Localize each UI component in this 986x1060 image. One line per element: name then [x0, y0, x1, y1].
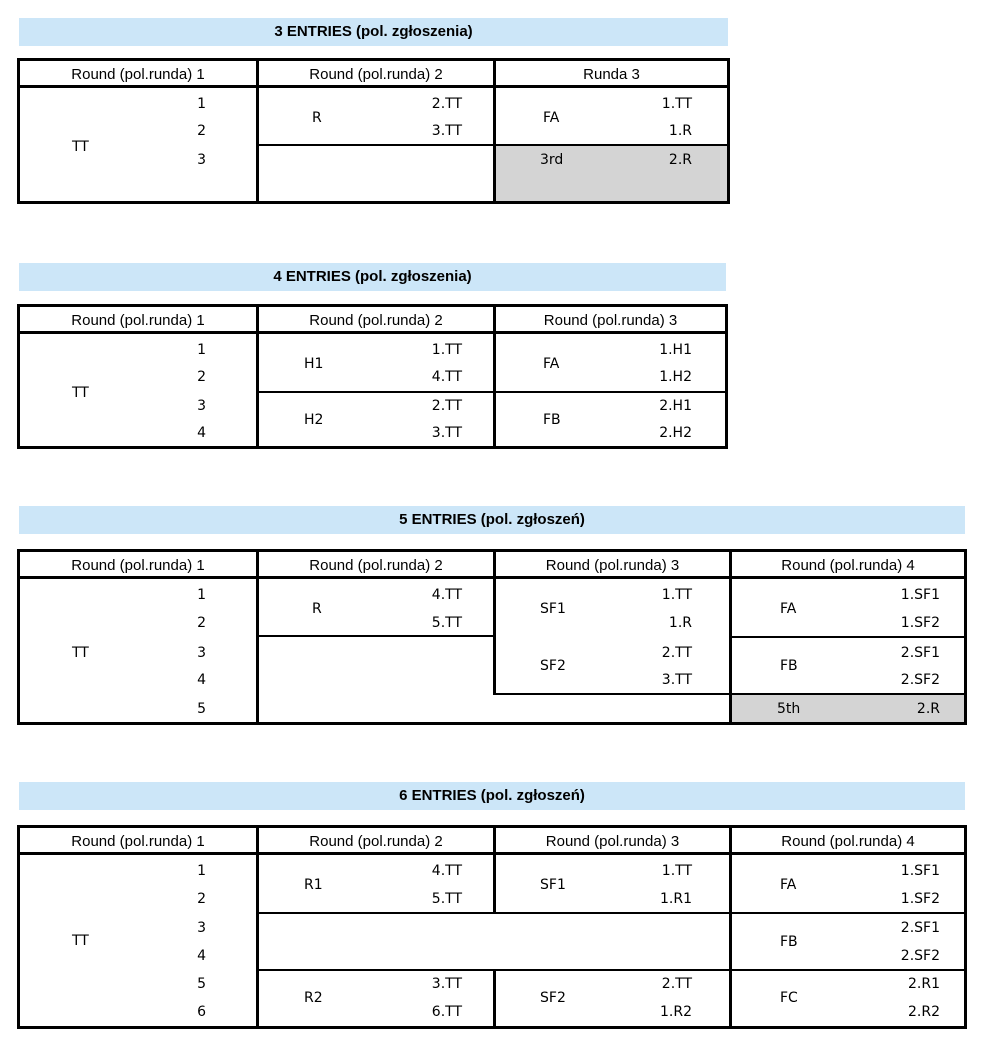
match-slot: 1.R2 — [660, 1004, 692, 1020]
match-name: SF2 — [540, 658, 566, 674]
header-round-2: Round (pol.runda) 2 — [259, 828, 493, 855]
match-slot: 1.TT — [431, 342, 462, 358]
match-slot: 2.SF1 — [900, 645, 940, 661]
header-round-2: Round (pol.runda) 2 — [259, 307, 493, 334]
match-slot: 1.SF2 — [900, 615, 940, 631]
match-name: FB — [543, 412, 561, 428]
match-name: FA — [543, 356, 560, 372]
match-name: R1 — [304, 877, 323, 893]
match-name: R — [312, 601, 322, 617]
header-round-3: Round (pol.runda) 3 — [496, 828, 729, 855]
seed-6: 6 — [197, 1004, 206, 1020]
match-slot: 1.SF1 — [900, 863, 940, 879]
seed-3: 3 — [197, 645, 206, 661]
match-name: H2 — [304, 412, 324, 428]
match-slot: 1.TT — [661, 863, 692, 879]
seed-5: 5 — [197, 976, 206, 992]
header-round-4: Round (pol.runda) 4 — [732, 828, 964, 855]
match-slot: 1.SF2 — [900, 891, 940, 907]
match-slot: 2.TT — [661, 645, 692, 661]
match-slot: 2.H1 — [659, 398, 692, 414]
match-slot: 5.TT — [431, 891, 462, 907]
seed-3: 3 — [197, 920, 206, 936]
seed-2: 2 — [197, 369, 206, 385]
match-slot: 2.H2 — [659, 425, 692, 441]
placement-slot: 2.R — [668, 152, 692, 168]
match-slot: 2.R1 — [908, 976, 940, 992]
match-slot: 1.TT — [661, 587, 692, 603]
seed-4: 4 — [197, 672, 206, 688]
match-slot: 2.R2 — [908, 1004, 940, 1020]
match-slot: 1.H2 — [659, 369, 692, 385]
match-name: H1 — [304, 356, 324, 372]
header-round-2: Round (pol.runda) 2 — [259, 552, 493, 579]
match-name: SF1 — [540, 877, 566, 893]
match-slot: 3.TT — [431, 123, 462, 139]
match-slot: 2.SF2 — [900, 672, 940, 688]
placement-name: 5th — [777, 701, 801, 717]
match-slot: 4.TT — [431, 369, 462, 385]
seed-2: 2 — [197, 891, 206, 907]
header-round-3: Round (pol.runda) 3 — [496, 552, 729, 579]
seed-5: 5 — [197, 701, 206, 717]
match-slot: 1.H1 — [659, 342, 692, 358]
section-title-6-entries: 6 ENTRIES (pol. zgłoszeń) — [19, 782, 965, 810]
match-name: SF2 — [540, 990, 566, 1006]
bracket-table-5-entries — [17, 549, 967, 725]
bracket-table-3-entries — [17, 58, 730, 204]
header-round-3: Runda 3 — [496, 61, 727, 88]
match-name: R2 — [304, 990, 323, 1006]
header-round-1: Round (pol.runda) 1 — [20, 552, 256, 579]
match-slot: 2.TT — [431, 96, 462, 112]
match-slot: 1.R1 — [660, 891, 692, 907]
header-round-2: Round (pol.runda) 2 — [259, 61, 493, 88]
section-title-4-entries: 4 ENTRIES (pol. zgłoszenia) — [19, 263, 726, 291]
seed-4: 4 — [197, 425, 206, 441]
seed-3: 3 — [197, 398, 206, 414]
header-round-1: Round (pol.runda) 1 — [20, 61, 256, 88]
match-slot: 3.TT — [431, 425, 462, 441]
placement-slot: 2.R — [916, 701, 940, 717]
seed-2: 2 — [197, 123, 206, 139]
bracket-table-6-entries — [17, 825, 967, 1029]
seed-4: 4 — [197, 948, 206, 964]
match-name: FA — [780, 877, 797, 893]
match-slot: 2.SF1 — [900, 920, 940, 936]
match-name: SF1 — [540, 601, 566, 617]
seed-1: 1 — [197, 863, 206, 879]
seed-2: 2 — [197, 615, 206, 631]
match-slot: 2.SF2 — [900, 948, 940, 964]
match-slot: 1.R — [668, 615, 692, 631]
match-name: FC — [780, 990, 798, 1006]
match-slot: 1.SF1 — [900, 587, 940, 603]
tt-label: TT — [72, 933, 89, 949]
section-title-5-entries: 5 ENTRIES (pol. zgłoszeń) — [19, 506, 965, 534]
match-name: FA — [780, 601, 797, 617]
match-slot: 2.TT — [661, 976, 692, 992]
match-name: FA — [543, 110, 560, 126]
match-slot: 4.TT — [431, 863, 462, 879]
header-round-3: Round (pol.runda) 3 — [496, 307, 725, 334]
match-slot: 3.TT — [431, 976, 462, 992]
header-round-1: Round (pol.runda) 1 — [20, 307, 256, 334]
header-round-1: Round (pol.runda) 1 — [20, 828, 256, 855]
match-slot: 5.TT — [431, 615, 462, 631]
placement-cell — [496, 146, 727, 201]
seed-3: 3 — [197, 152, 206, 168]
match-slot: 2.TT — [431, 398, 462, 414]
seed-1: 1 — [197, 587, 206, 603]
bracket-table-4-entries — [17, 304, 728, 449]
match-slot: 1.TT — [661, 96, 692, 112]
header-round-4: Round (pol.runda) 4 — [732, 552, 964, 579]
match-name: FB — [780, 658, 798, 674]
match-slot: 4.TT — [431, 587, 462, 603]
tt-label: TT — [72, 385, 89, 401]
match-name: R — [312, 110, 322, 126]
match-name: FB — [780, 934, 798, 950]
match-slot: 1.R — [668, 123, 692, 139]
match-slot: 3.TT — [661, 672, 692, 688]
seed-1: 1 — [197, 342, 206, 358]
seed-1: 1 — [197, 96, 206, 112]
tt-label: TT — [72, 139, 89, 155]
match-slot: 6.TT — [431, 1004, 462, 1020]
placement-name: 3rd — [540, 152, 564, 168]
section-title-3-entries: 3 ENTRIES (pol. zgłoszenia) — [19, 18, 728, 46]
tt-label: TT — [72, 645, 89, 661]
